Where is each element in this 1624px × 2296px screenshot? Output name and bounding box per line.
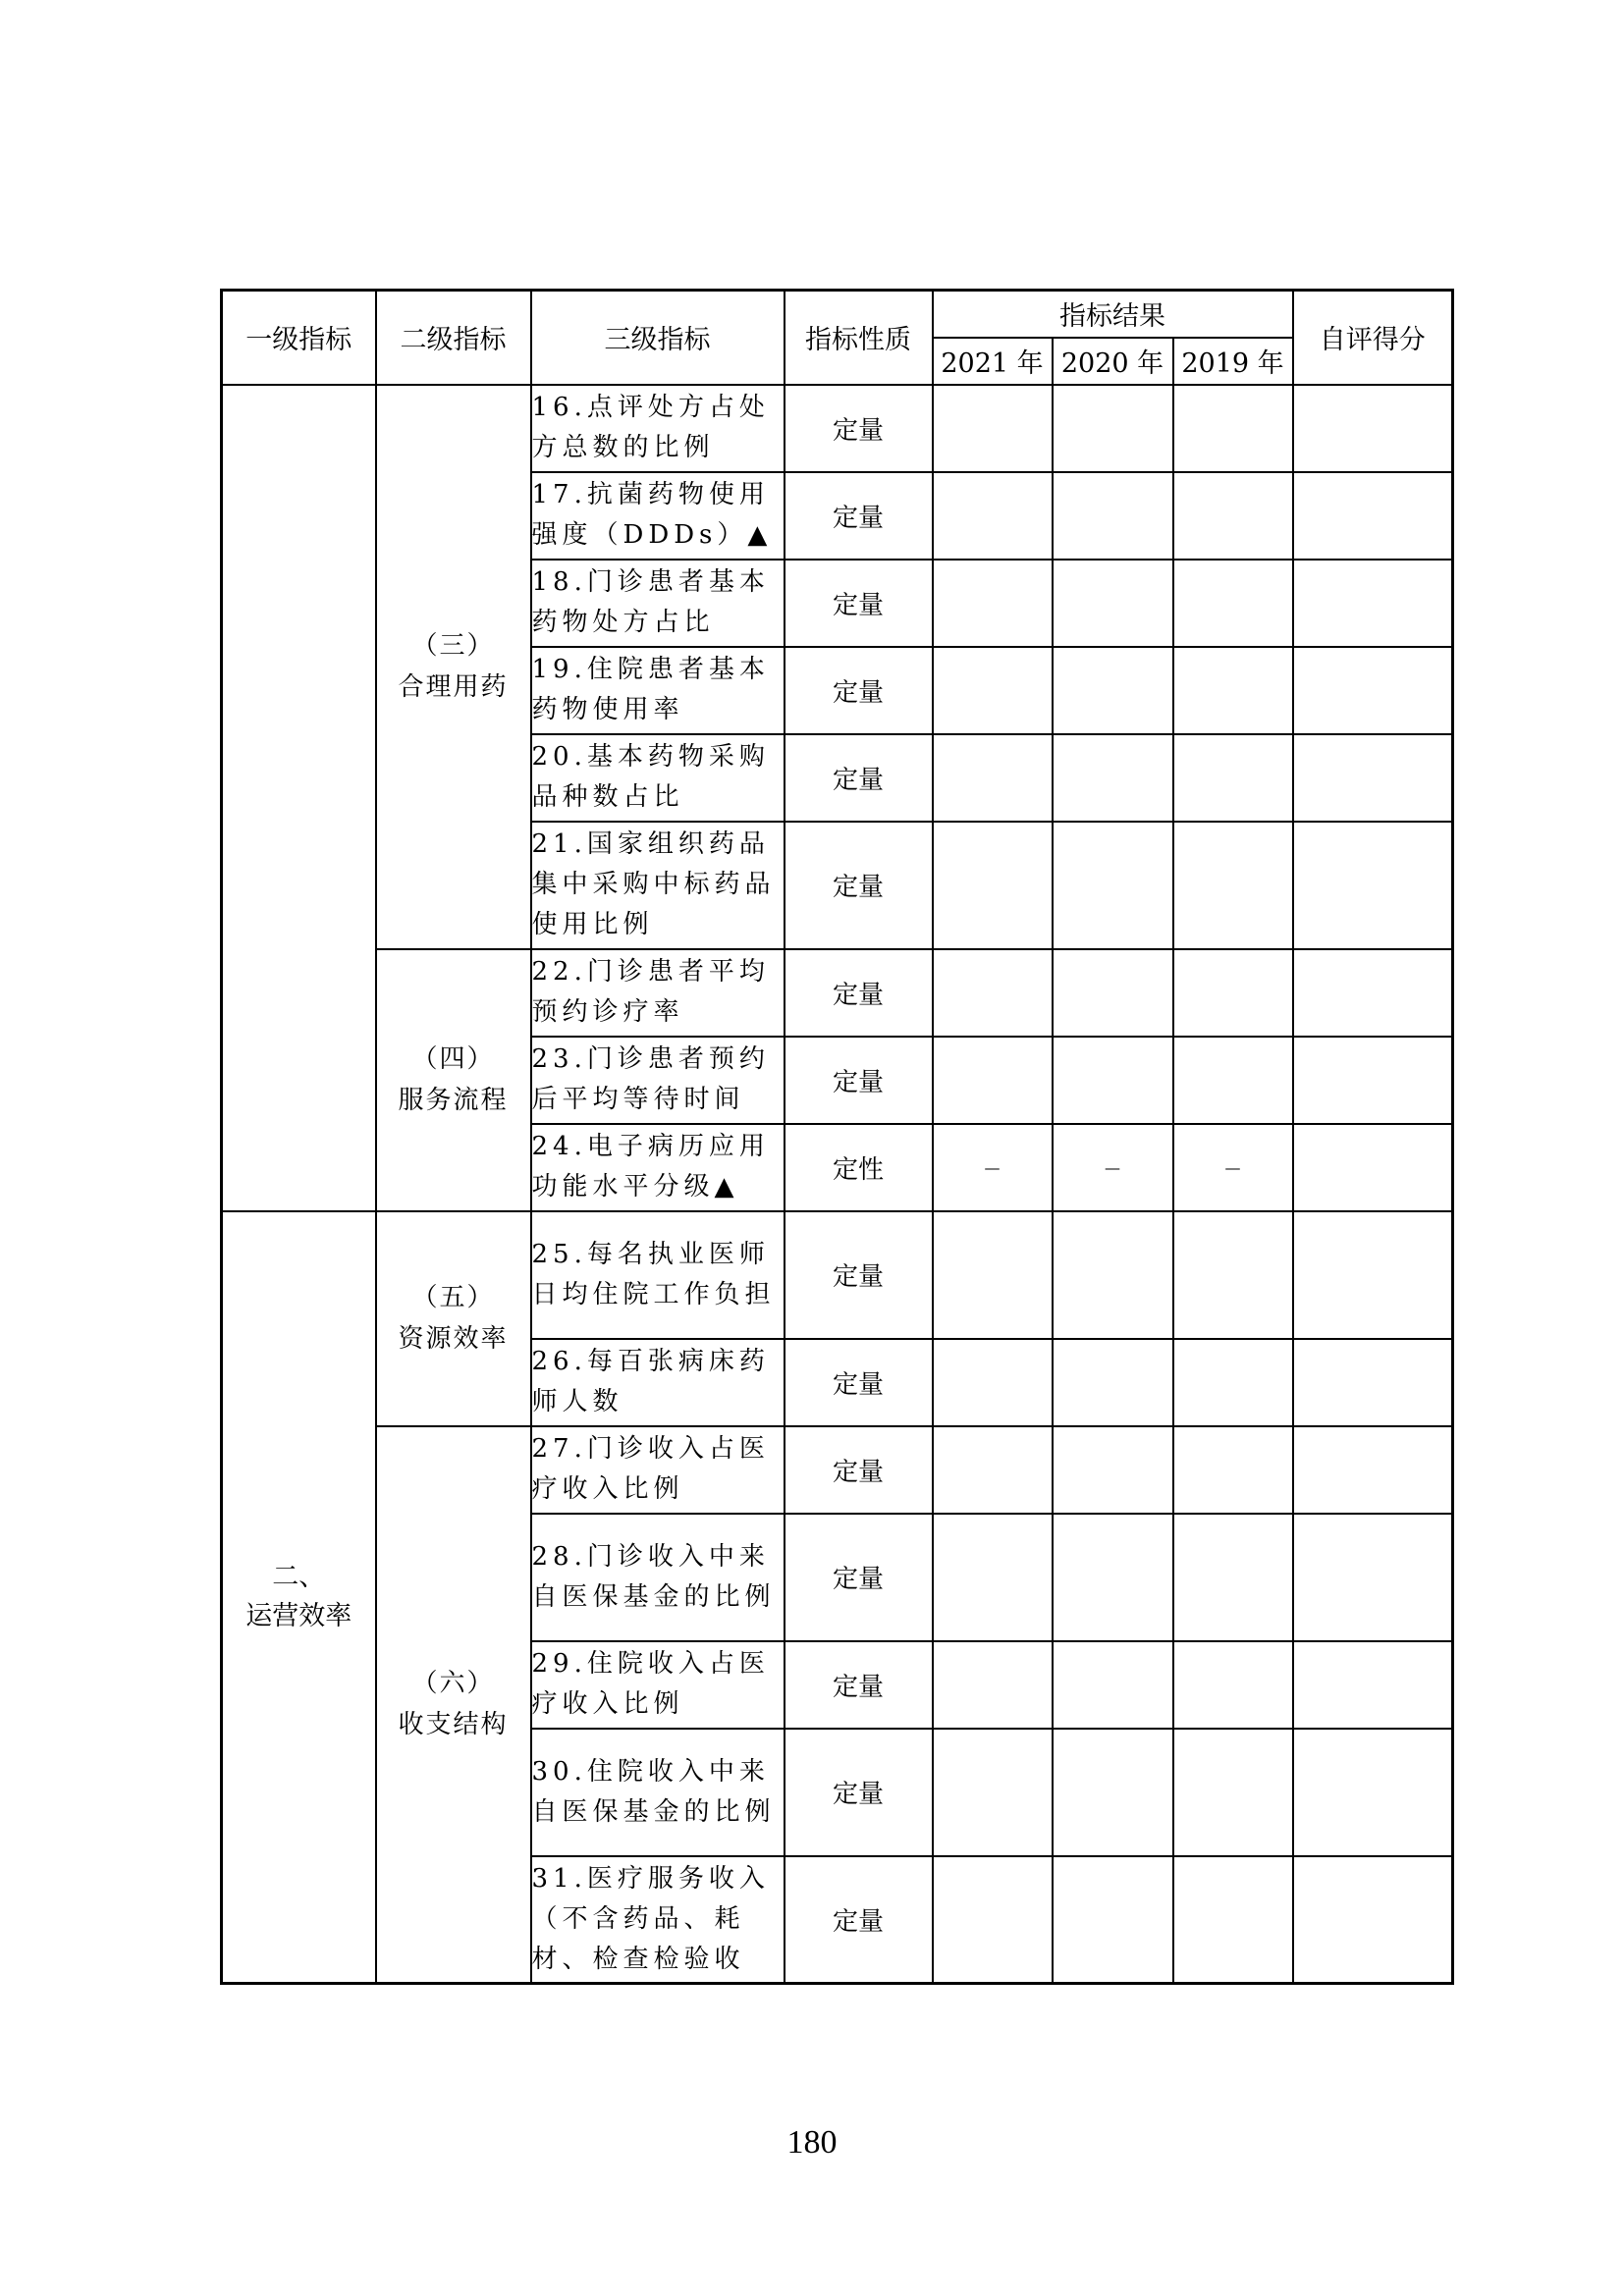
nature-cell: 定量 xyxy=(785,1211,933,1339)
table-row xyxy=(222,1211,1453,1339)
result-2020-cell[interactable] xyxy=(1053,1211,1173,1339)
result-2020-cell[interactable] xyxy=(1053,949,1173,1037)
score-cell[interactable] xyxy=(1293,1641,1453,1729)
result-2020-cell[interactable] xyxy=(1053,1641,1173,1729)
result-2021-cell[interactable] xyxy=(933,949,1053,1037)
indicator-cell: 27.门诊收入占医疗收入比例 xyxy=(531,1426,785,1514)
score-cell[interactable] xyxy=(1293,949,1453,1037)
result-2020-cell[interactable] xyxy=(1053,1856,1173,1984)
nature-cell: 定性 xyxy=(785,1124,933,1211)
result-2019-cell[interactable] xyxy=(1173,385,1293,472)
nature-cell: 定量 xyxy=(785,1641,933,1729)
table-row xyxy=(222,949,1453,1037)
indicator-cell: 22.门诊患者平均预约诊疗率 xyxy=(531,949,785,1037)
result-2020-cell[interactable] xyxy=(1053,560,1173,647)
score-cell[interactable] xyxy=(1293,822,1453,949)
group-income-expense-structure xyxy=(376,1426,531,1984)
result-2019-cell[interactable] xyxy=(1173,647,1293,734)
group-label: 合理用药 xyxy=(398,672,509,702)
result-2021-cell[interactable] xyxy=(933,1124,1053,1211)
indicator-cell: 17.抗菌药物使用强度（DDDs）▲ xyxy=(531,472,785,560)
result-2021-cell[interactable] xyxy=(933,1339,1053,1426)
nature-cell: 定量 xyxy=(785,1426,933,1514)
header-level2: 二级指标 xyxy=(376,291,531,385)
nature-cell: 定量 xyxy=(785,647,933,734)
nature-cell: 定量 xyxy=(785,385,933,472)
indicator-cell: 21.国家组织药品集中采购中标药品使用比例 xyxy=(531,822,785,949)
result-2021-cell[interactable] xyxy=(933,472,1053,560)
dash-mark: — xyxy=(984,1157,1001,1177)
result-2020-cell[interactable] xyxy=(1053,647,1173,734)
indicator-cell: 16.点评处方占处方总数的比例 xyxy=(531,385,785,472)
result-2019-cell[interactable] xyxy=(1173,560,1293,647)
nature-cell: 定量 xyxy=(785,822,933,949)
result-2019-cell[interactable] xyxy=(1173,1124,1293,1211)
nature-cell: 定量 xyxy=(785,949,933,1037)
score-cell[interactable] xyxy=(1293,1514,1453,1641)
nature-cell: 定量 xyxy=(785,560,933,647)
result-2020-cell[interactable] xyxy=(1053,1124,1173,1211)
score-cell[interactable] xyxy=(1293,1729,1453,1856)
group-label: 资源效率 xyxy=(398,1324,509,1354)
result-2020-cell[interactable] xyxy=(1053,734,1173,822)
indicator-cell: 28.门诊收入中来自医保基金的比例 xyxy=(531,1514,785,1641)
result-2019-cell[interactable] xyxy=(1173,1729,1293,1856)
result-2021-cell[interactable] xyxy=(933,1426,1053,1514)
nature-cell: 定量 xyxy=(785,472,933,560)
indicator-cell: 24.电子病历应用功能水平分级▲ xyxy=(531,1124,785,1211)
result-2021-cell[interactable] xyxy=(933,1641,1053,1729)
group-number: （五） xyxy=(411,1283,495,1312)
indicator-cell: 26.每百张病床药师人数 xyxy=(531,1339,785,1426)
header-year-2019: 2019 年 xyxy=(1173,338,1293,385)
result-2019-cell[interactable] xyxy=(1173,1641,1293,1729)
dash-mark: — xyxy=(1105,1157,1120,1177)
result-2021-cell[interactable] xyxy=(933,647,1053,734)
result-2019-cell[interactable] xyxy=(1173,822,1293,949)
indicator-cell: 23.门诊患者预约后平均等待时间 xyxy=(531,1037,785,1124)
result-2021-cell[interactable] xyxy=(933,1729,1053,1856)
result-2019-cell[interactable] xyxy=(1173,1856,1293,1984)
header-results: 指标结果 xyxy=(933,291,1293,338)
page-number: 180 xyxy=(786,2124,838,2161)
header-year-2020: 2020 年 xyxy=(1053,338,1173,385)
result-2021-cell[interactable] xyxy=(933,1856,1053,1984)
indicator-cell: 20.基本药物采购品种数占比 xyxy=(531,734,785,822)
score-cell[interactable] xyxy=(1293,647,1453,734)
level1-number: 二、 xyxy=(272,1561,326,1592)
header-nature: 指标性质 xyxy=(785,291,933,385)
result-2019-cell[interactable] xyxy=(1173,734,1293,822)
indicator-cell: 19.住院患者基本药物使用率 xyxy=(531,647,785,734)
score-cell[interactable] xyxy=(1293,1339,1453,1426)
group-rational-drug-use xyxy=(376,385,531,949)
level1-cell-empty xyxy=(222,385,376,1211)
result-2019-cell[interactable] xyxy=(1173,1037,1293,1124)
indicator-cell: 29.住院收入占医疗收入比例 xyxy=(531,1641,785,1729)
result-2019-cell[interactable] xyxy=(1173,472,1293,560)
group-resource-efficiency xyxy=(376,1211,531,1426)
score-cell[interactable] xyxy=(1293,1037,1453,1124)
nature-cell: 定量 xyxy=(785,734,933,822)
result-2020-cell[interactable] xyxy=(1053,472,1173,560)
result-2021-cell[interactable] xyxy=(933,1514,1053,1641)
score-cell[interactable] xyxy=(1293,1426,1453,1514)
result-2020-cell[interactable] xyxy=(1053,1037,1173,1124)
group-number: （六） xyxy=(411,1669,495,1699)
group-number: （三） xyxy=(411,631,495,661)
nature-cell: 定量 xyxy=(785,1037,933,1124)
indicator-table xyxy=(220,289,1454,1985)
group-label: 服务流程 xyxy=(398,1086,509,1115)
score-cell[interactable] xyxy=(1293,385,1453,472)
table-row xyxy=(222,385,1453,472)
group-label: 收支结构 xyxy=(398,1710,509,1740)
result-2020-cell[interactable] xyxy=(1053,1729,1173,1856)
result-2020-cell[interactable] xyxy=(1053,1514,1173,1641)
level1-label: 运营效率 xyxy=(245,1600,352,1631)
result-2019-cell[interactable] xyxy=(1173,1426,1293,1514)
score-cell[interactable] xyxy=(1293,560,1453,647)
result-2021-cell[interactable] xyxy=(933,734,1053,822)
result-2019-cell[interactable] xyxy=(1173,1514,1293,1641)
indicator-cell: 31.医疗服务收入（不含药品、耗材、检查检验收 xyxy=(531,1856,785,1984)
header-year-2021: 2021 年 xyxy=(933,338,1053,385)
group-number: （四） xyxy=(411,1044,495,1074)
score-cell[interactable] xyxy=(1293,1211,1453,1339)
result-2021-cell[interactable] xyxy=(933,560,1053,647)
result-2021-cell[interactable] xyxy=(933,822,1053,949)
result-2021-cell[interactable] xyxy=(933,1211,1053,1339)
result-2020-cell[interactable] xyxy=(1053,1426,1173,1514)
dash-mark: — xyxy=(1224,1157,1241,1177)
nature-cell: 定量 xyxy=(785,1339,933,1426)
result-2020-cell[interactable] xyxy=(1053,1339,1173,1426)
result-2019-cell[interactable] xyxy=(1173,1339,1293,1426)
group-service-process xyxy=(376,949,531,1211)
header-level1: 一级指标 xyxy=(222,291,376,385)
score-cell[interactable] xyxy=(1293,1124,1453,1211)
indicator-cell: 18.门诊患者基本药物处方占比 xyxy=(531,560,785,647)
indicator-cell: 25.每名执业医师日均住院工作负担 xyxy=(531,1211,785,1339)
level1-operational-efficiency xyxy=(222,1211,376,1984)
header-score: 自评得分 xyxy=(1293,291,1453,385)
result-2020-cell[interactable] xyxy=(1053,385,1173,472)
score-cell[interactable] xyxy=(1293,734,1453,822)
nature-cell: 定量 xyxy=(785,1856,933,1984)
result-2020-cell[interactable] xyxy=(1053,822,1173,949)
result-2019-cell[interactable] xyxy=(1173,1211,1293,1339)
score-cell[interactable] xyxy=(1293,1856,1453,1984)
result-2021-cell[interactable] xyxy=(933,1037,1053,1124)
header-level3: 三级指标 xyxy=(531,291,785,385)
score-cell[interactable] xyxy=(1293,472,1453,560)
result-2021-cell[interactable] xyxy=(933,385,1053,472)
result-2019-cell[interactable] xyxy=(1173,949,1293,1037)
indicator-cell: 30.住院收入中来自医保基金的比例 xyxy=(531,1729,785,1856)
table-row xyxy=(222,1426,1453,1514)
nature-cell: 定量 xyxy=(785,1729,933,1856)
nature-cell: 定量 xyxy=(785,1514,933,1641)
